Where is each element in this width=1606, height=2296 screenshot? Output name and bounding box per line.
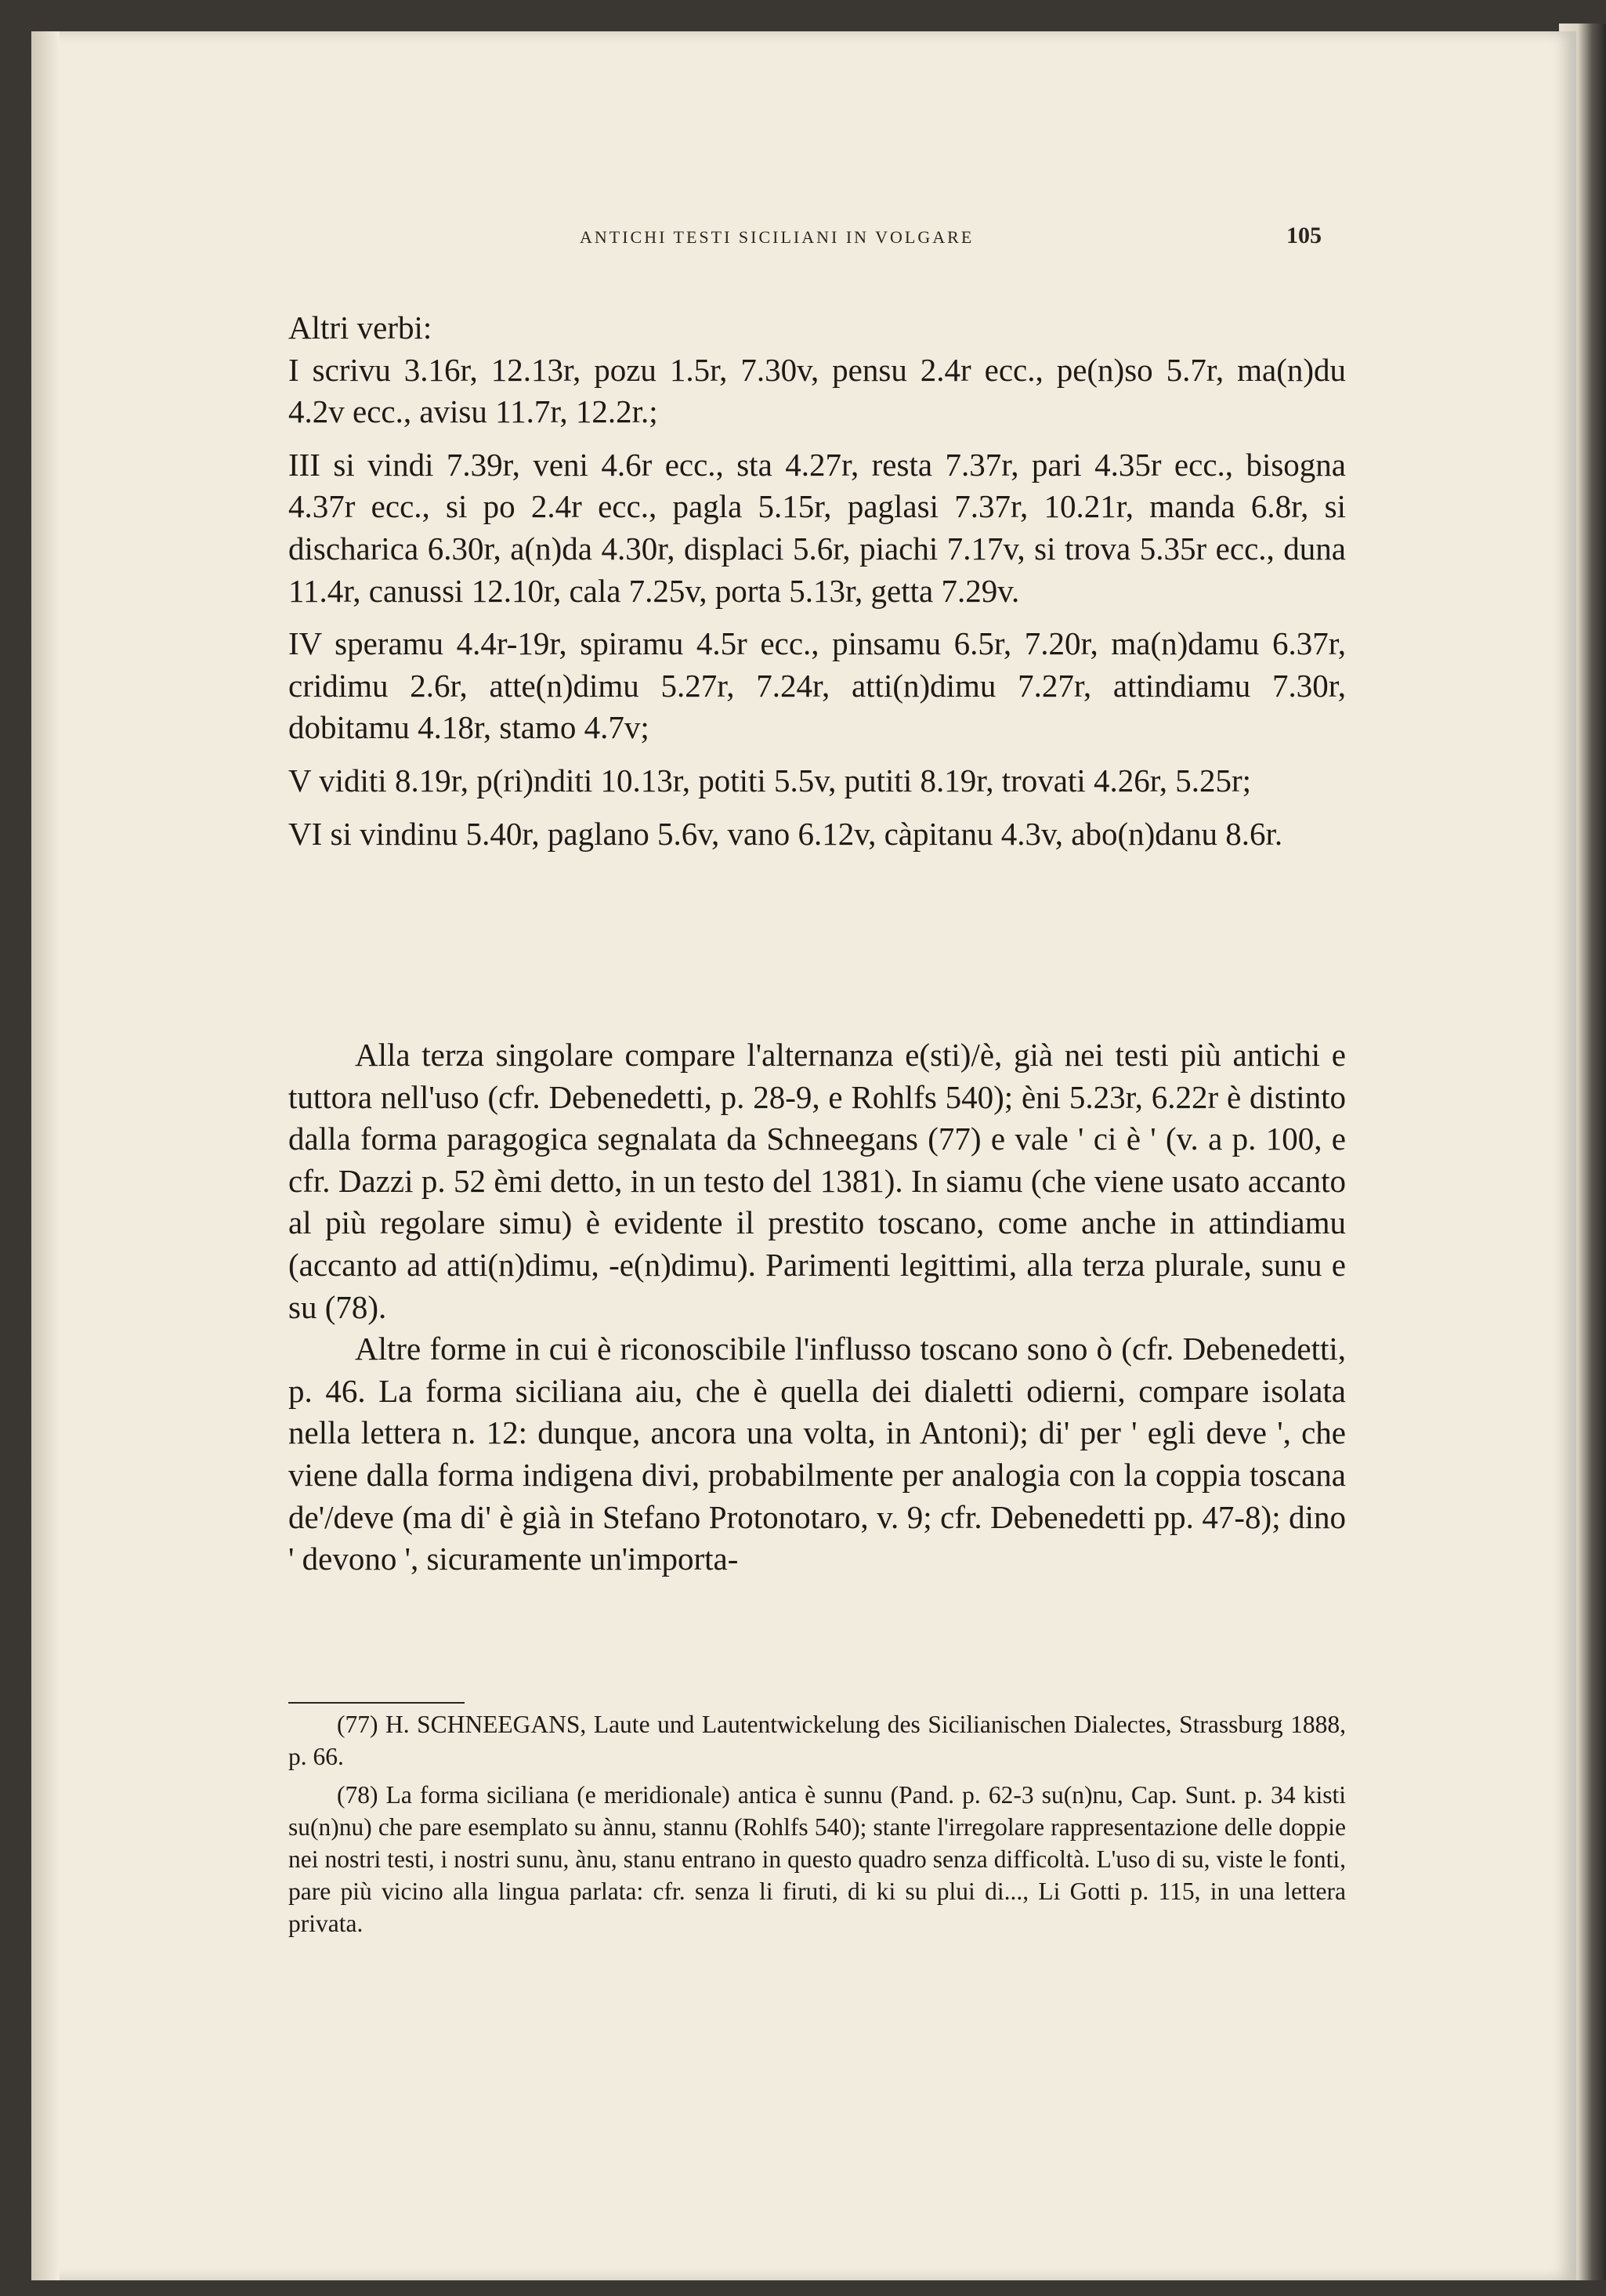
section-title: Altri verbi: [288,310,432,346]
group-number: I [288,351,299,388]
group-text: scrivu 3.16r, 12.13r, pozu 1.5r, 7.30v, pensu 2.4r ecc., pe(n)so 5.7r, ma(n)du 4.2v ecc., avisu 11.7r, 12.2r.; [288,351,1346,430]
group-text: si vindinu 5.40r, paglano 5.6v, vano 6.12v, càpitanu 4.3v, abo(n)danu 8.6r. [330,815,1283,852]
group-number: IV [288,625,322,662]
verb-list [288,307,1346,855]
group-number: V [288,762,311,799]
main-text [288,1034,1346,1581]
verb-group-v [288,760,1346,802]
verb-group-i [288,349,1346,433]
paragraph: Alla terza singolare compare l'alternanza e(sti)/è, già nei testi più antichi e tuttora nell'uso (cfr. Debenedetti, p. 28-9, e Rohlfs 540); èni 5.23r, 6.22r è distinto dalla forma paragogica segnalata da Schneegans (77) e vale ' ci è ' (v. a p. 100, e cfr. Dazzi p. 52 èmi detto, in un testo del 1381). In siamu (che viene usato accanto al più regolare simu) è evidente il prestito toscano, come anche in attindiamu (accanto ad atti(n)dimu, -e(n)dimu). Parimenti legittimi, alla terza plurale, sunu e su (78). [288,1037,1346,1325]
group-text: si vindi 7.39r, veni 4.6r ecc., sta 4.27r, resta 7.37r, pari 4.35r ecc., bisogna 4.37r ecc., si po 2.4r ecc., pagla 5.15r, paglasi 7.37r, 10.21r, manda 6.8r, si discharica 6.30r, a(n)da 4.30r, displaci 5.6r, piachi 7.17v, si trova 5.35r ecc., duna 11.4r, canussi 12.10r, cala 7.25v, porta 5.13r, getta 7.29v. [288,446,1346,609]
footnote: (77) H. SCHNEEGANS, Laute und Lautentwickelung des Sicilianischen Dialectes, Strassburg 1888, p. 66. [288,1711,1346,1770]
group-text: viditi 8.19r, p(ri)nditi 10.13r, potiti 5.5v, putiti 8.19r, trovati 4.26r, 5.25r; [319,762,1252,799]
footnote: (78) La forma siciliana (e meridionale) antica è sunnu (Pand. p. 62-3 su(n)nu, Cap. Sunt. p. 34 kisti su(n)nu) che pare esemplato su ànnu, stannu (Rohlfs 540); stante l'irregolare rappresentazione delle doppie nei nostri testi, i nostri sunu, ànu, stanu entrano in questo quadro senza difficoltà. L'uso di su, viste le fonti, pare più vicino alla lingua parlata: cfr. senza li firuti, di ki su plui di..., Li Gotti p. 115, in una lettera privata. [288,1781,1346,1937]
page-gutter [31,31,60,2280]
verb-group-iv [288,623,1346,749]
footnotes [288,1708,1346,1946]
group-text: speramu 4.4r-19r, spiramu 4.5r ecc., pinsamu 6.5r, 7.20r, ma(n)damu 6.37r, cridimu 2.6r, atte(n)dimu 5.27r, 7.24r, atti(n)dimu 7.27r, attindiamu 7.30r, dobitamu 4.18r, stamo 4.7v; [288,625,1347,746]
verb-group-iii [288,444,1346,612]
paragraph: Altre forme in cui è riconoscibile l'influsso toscano sono ò (cfr. Debenedetti, p. 46. La forma siciliana aiu, che è quella dei dialetti odierni, compare isolata nella lettera n. 12: dunque, ancora una volta, in Antoni); di' per ' egli deve ', che viene dalla forma indigena divi, probabilmente per analogia con la coppia toscana de'/deve (ma di' è già in Stefano Protonotaro, v. 9; cfr. Debenedetti pp. 47-8); dino ' devono ', sicuramente un'importa- [288,1331,1346,1577]
group-number: VI [288,815,323,852]
group-number: III [288,446,320,483]
page-number: 105 [1286,223,1322,248]
running-title: ANTICHI TESTI SICILIANI IN VOLGARE [580,227,975,247]
footnote-separator [288,1702,465,1704]
verb-group-vi [288,813,1346,856]
